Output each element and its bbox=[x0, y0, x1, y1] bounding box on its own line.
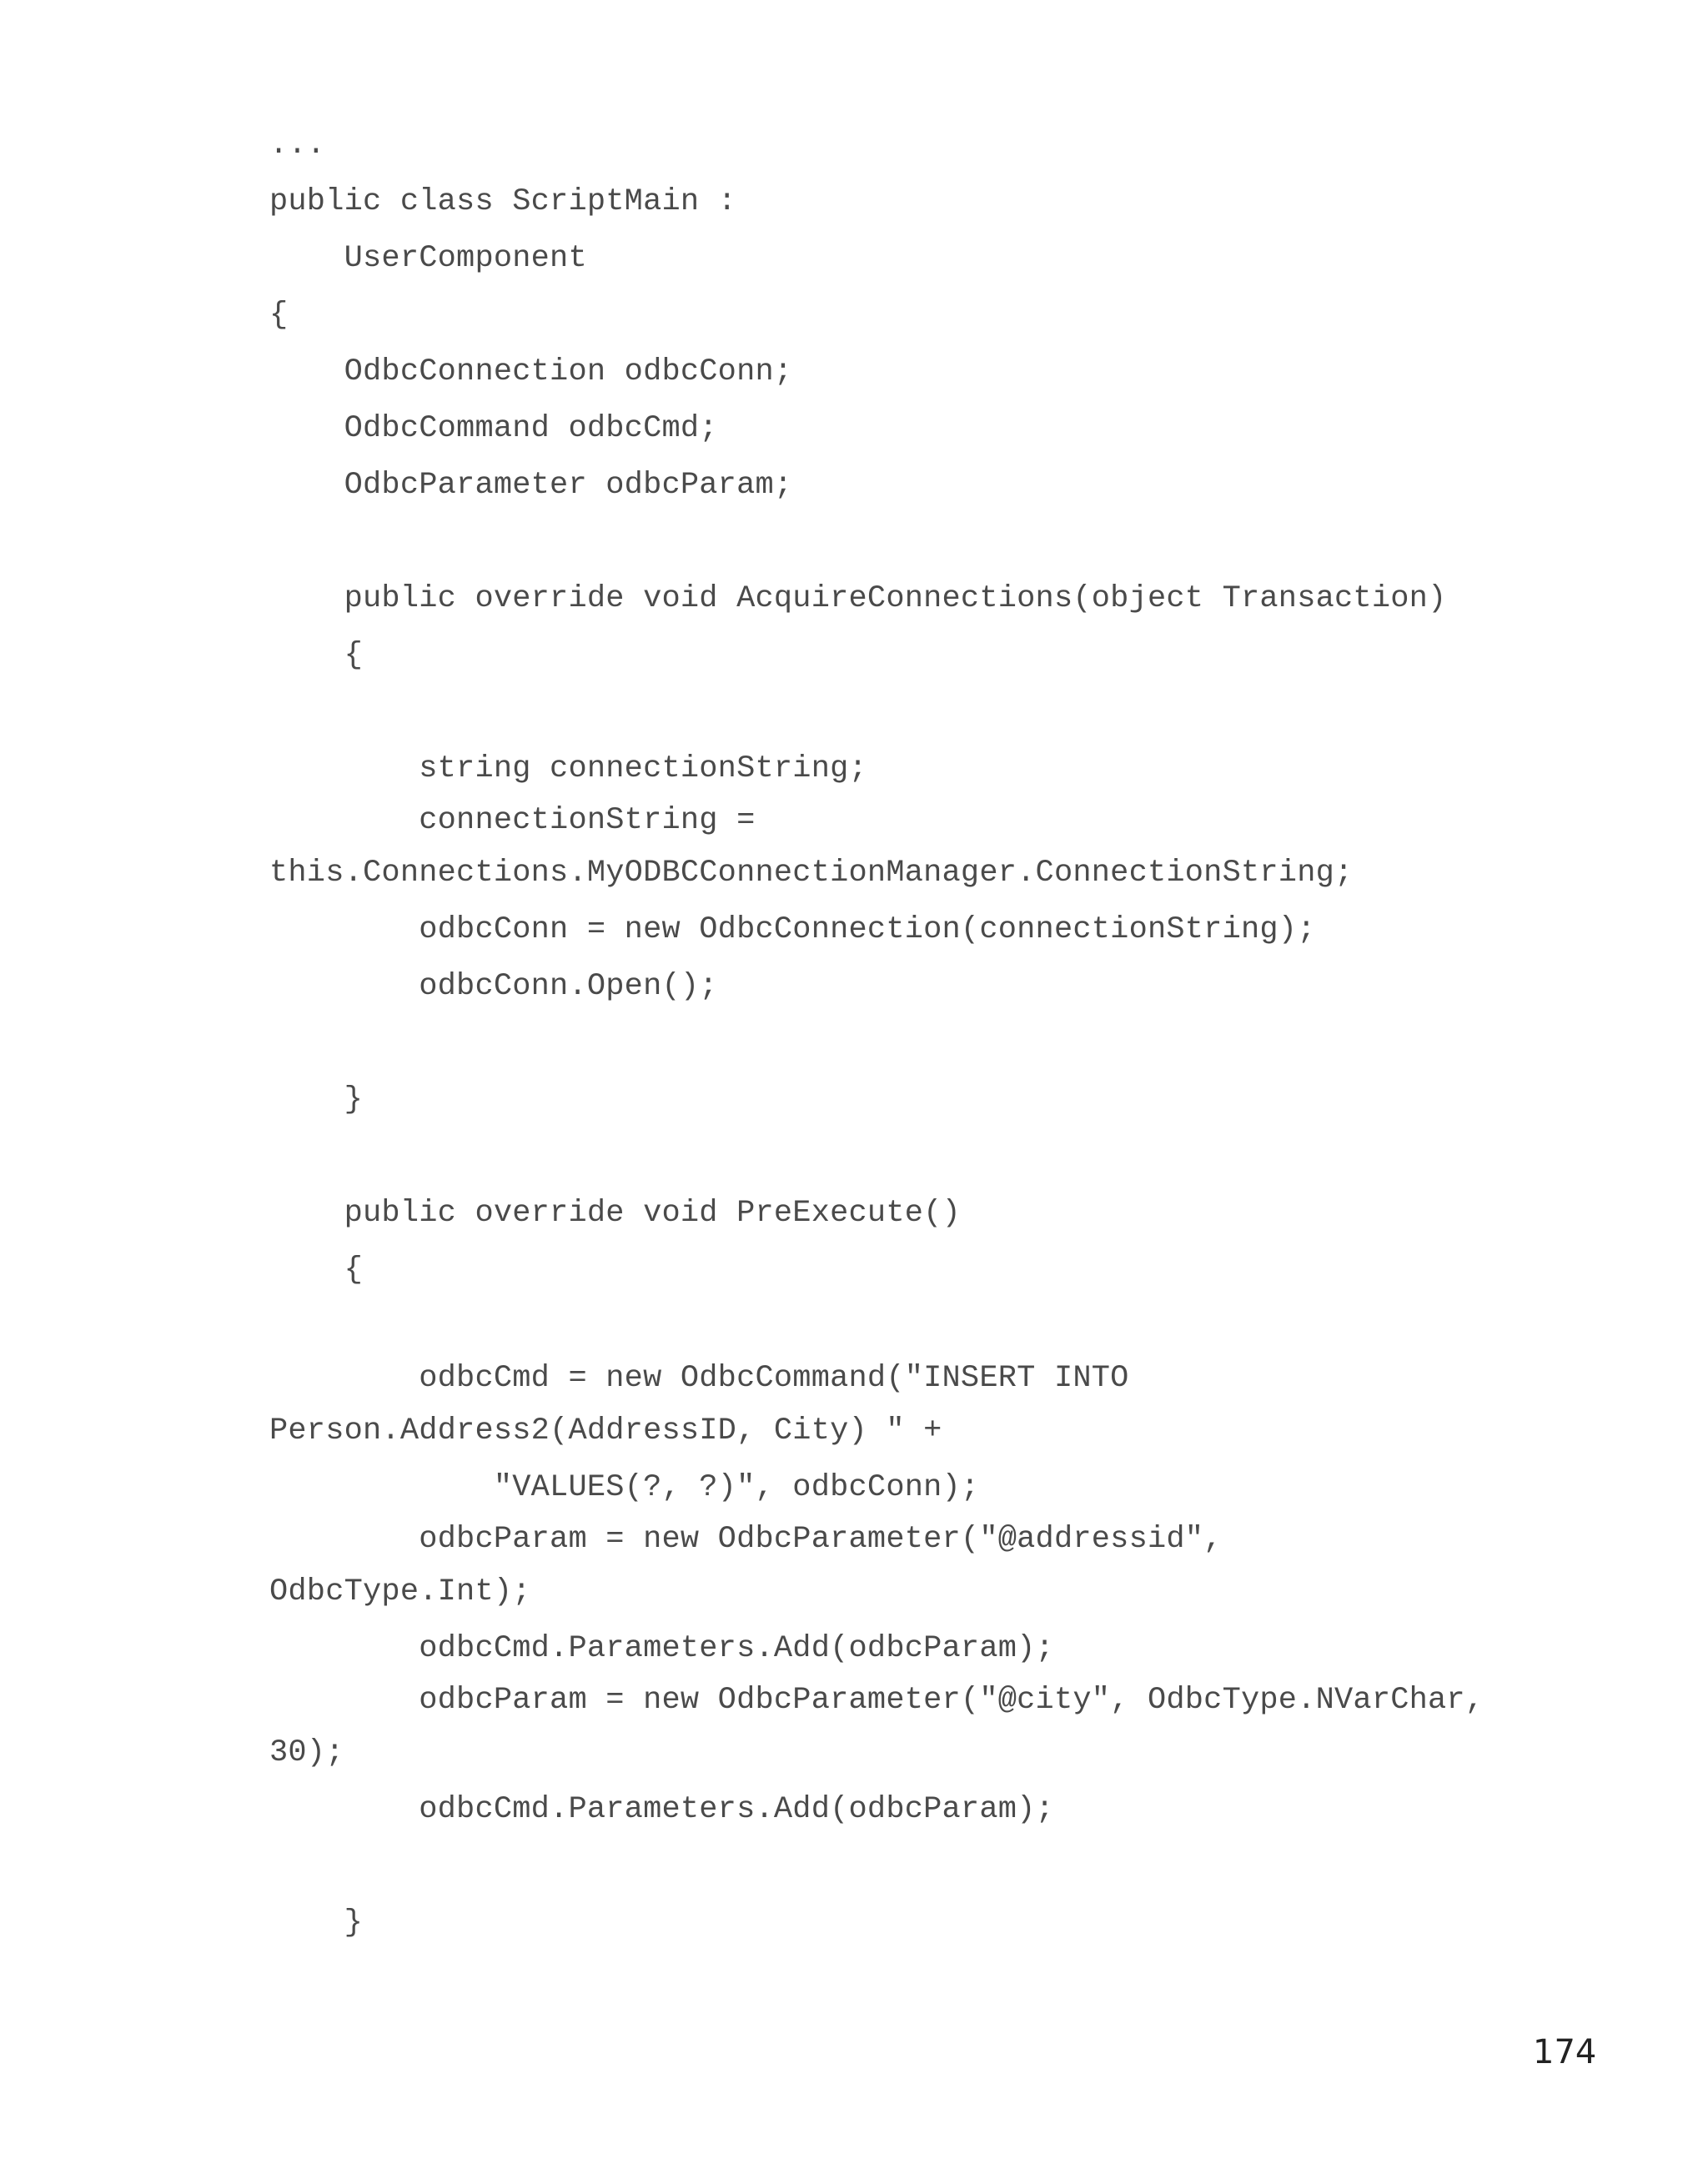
code-line-blank bbox=[269, 1838, 1570, 1895]
code-line-field-parameter: OdbcParameter odbcParam; bbox=[269, 468, 793, 503]
code-line-class-declaration: public class ScriptMain : bbox=[269, 184, 737, 219]
code-line-connection-string-declaration: string connectionString; bbox=[269, 751, 867, 786]
code-line-connection-string-value: this.Connections.MyODBCConnectionManager.ConnectionString; bbox=[269, 856, 1354, 891]
code-listing bbox=[269, 117, 1570, 1951]
code-line-addressid-parameter: odbcParam = new OdbcParameter("@addressid", bbox=[269, 1522, 1223, 1557]
page-number: 174 bbox=[1533, 2033, 1597, 2071]
code-line-base-class: UserComponent bbox=[269, 241, 587, 276]
code-line-field-command: OdbcCommand odbcCmd; bbox=[269, 411, 718, 446]
code-line-method-close-brace: } bbox=[269, 1082, 364, 1117]
code-line-open-connection: odbcConn.Open(); bbox=[269, 969, 718, 1004]
code-line-city-parameter: odbcParam = new OdbcParameter("@city", OdbcType.NVarChar, bbox=[269, 1683, 1484, 1718]
code-line-blank bbox=[269, 1015, 1570, 1072]
code-line-ellipsis: ... bbox=[269, 128, 326, 163]
code-line-city-length: 30); bbox=[269, 1735, 344, 1770]
code-line-blank bbox=[269, 684, 1570, 741]
code-line-method-open-brace: { bbox=[269, 1253, 364, 1288]
code-line-connection-string-assignment: connectionString = bbox=[269, 803, 756, 838]
code-line-method-close-brace: } bbox=[269, 1905, 364, 1941]
code-line-blank bbox=[269, 514, 1570, 570]
code-line-method-open-brace: { bbox=[269, 638, 364, 673]
code-line-new-command: odbcCmd = new OdbcCommand("INSERT INTO bbox=[269, 1361, 1129, 1396]
code-line-add-parameter: odbcCmd.Parameters.Add(odbcParam); bbox=[269, 1631, 1054, 1666]
code-line-blank bbox=[269, 1298, 1570, 1355]
code-line-add-parameter: odbcCmd.Parameters.Add(odbcParam); bbox=[269, 1792, 1054, 1827]
code-line-insert-target: Person.Address2(AddressID, City) " + bbox=[269, 1413, 942, 1448]
code-line-addressid-type: OdbcType.Int); bbox=[269, 1574, 531, 1609]
code-line-acquire-connections-signature: public override void AcquireConnections(object Transaction) bbox=[269, 581, 1447, 616]
code-line-blank bbox=[269, 1128, 1570, 1185]
code-line-field-connection: OdbcConnection odbcConn; bbox=[269, 354, 793, 389]
code-line-pre-execute-signature: public override void PreExecute() bbox=[269, 1196, 961, 1231]
code-line-class-open-brace: { bbox=[269, 298, 289, 333]
code-line-insert-values: "VALUES(?, ?)", odbcConn); bbox=[269, 1470, 980, 1505]
code-line-new-connection: odbcConn = new OdbcConnection(connectionString); bbox=[269, 912, 1316, 947]
